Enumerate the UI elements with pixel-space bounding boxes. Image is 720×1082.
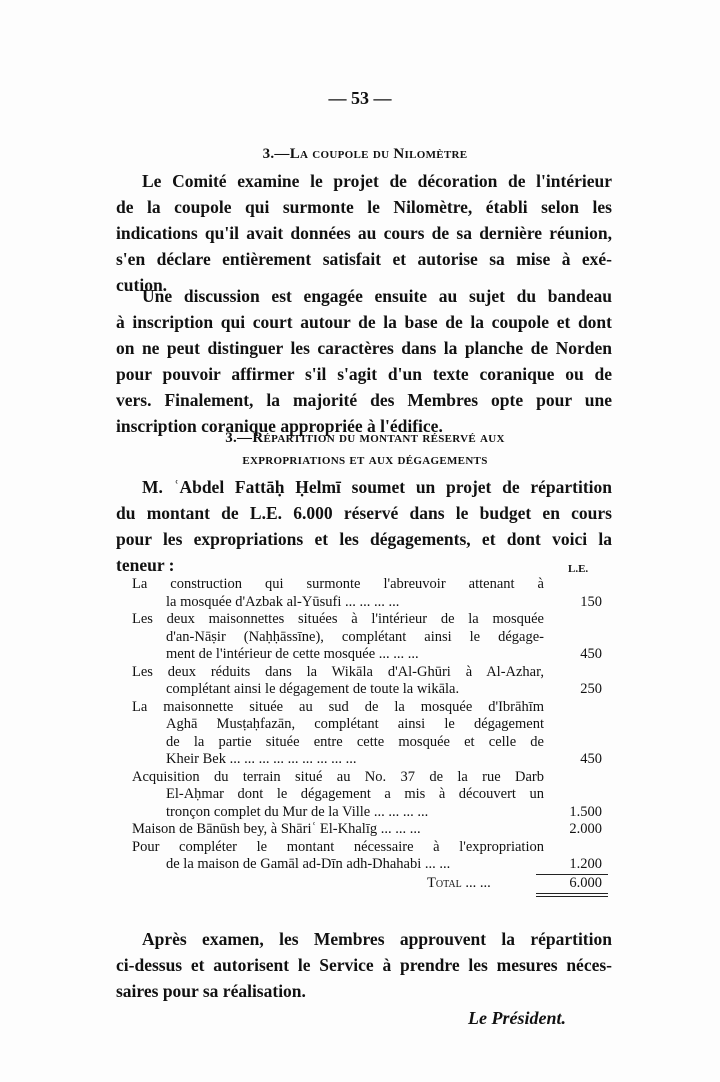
item-text: de la partie située entre cette mosquée et celle de (166, 733, 544, 750)
text-line: Une discussion est engagée ensuite au sujet du bandeau (142, 286, 612, 306)
total-double-rule-2 (536, 896, 608, 897)
text-line: inscription coranique appropriée à l'édifice. (116, 416, 443, 436)
text-line: de la coupole qui surmonte le Nilomètre, établi selon les (116, 197, 612, 217)
total-double-rule (536, 893, 608, 894)
allocation-item (132, 664, 612, 699)
item-amount: 1.500 (569, 803, 602, 820)
text-line: du montant de L.E. 6.000 réservé dans le budget en cours (116, 503, 612, 523)
currency-header: L.E. (568, 563, 589, 575)
item-text: tronçon complet du Mur de la Ville ... ... ... ... (166, 803, 429, 820)
section1-heading: 3.—La coupole du Nilomètre (262, 146, 468, 162)
item-amount: 450 (580, 646, 602, 662)
item-line (132, 716, 612, 734)
section2-heading-line2: expropriations et aux dégagements (242, 452, 488, 468)
item-line (132, 769, 612, 787)
item-line (132, 611, 612, 629)
allocation-item (132, 839, 612, 874)
text-line: Après examen, les Membres approuvent la répartition (142, 929, 612, 949)
total-amount: 6.000 (569, 874, 602, 891)
section1-paragraph-2 (116, 283, 612, 439)
item-text: Maison de Bānūsh bey, à Shāriʿ El-Khalīg ... ... ... (132, 821, 421, 837)
text-line: à inscription qui court autour de la base de la coupole et dont (116, 312, 612, 332)
item-amount: 1.200 (569, 856, 602, 872)
conclusion-paragraph (116, 926, 612, 1004)
item-text: d'an-Nāṣir (Naḥḥāssīne), complétant ainsi le dégage- (166, 628, 544, 645)
signature: Le Président. (468, 1008, 566, 1028)
item-text: Les deux maisonnettes situées à l'intérieur de la mosquée (132, 611, 544, 627)
item-text: Pour compléter le montant nécessaire à l'expropriation (132, 838, 544, 855)
item-line (132, 699, 612, 717)
item-line (132, 821, 612, 839)
text-line: pour pouvoir affirmer s'il s'agit d'un texte coranique ou de (116, 364, 612, 384)
item-text: ment de l'intérieur de cette mosquée ... ... ... (166, 646, 419, 662)
allocation-item (132, 769, 612, 822)
total-row (132, 874, 612, 894)
item-amount: 2.000 (569, 821, 602, 837)
text-line: saires pour sa réalisation. (116, 981, 306, 1001)
text-line: teneur : (116, 555, 175, 575)
section2-intro (116, 474, 612, 578)
text-line: vers. Finalement, la majorité des Membres opte pour une (116, 390, 612, 410)
total-label: Total ... ... (427, 874, 491, 891)
item-text: complétant ainsi le dégagement de toute la wikāla. (166, 681, 460, 697)
item-text: Les deux réduits dans la Wikāla d'Al-Ghūri à Al-Azhar, (132, 663, 544, 680)
allocation-item (132, 611, 612, 664)
item-line (132, 856, 612, 874)
item-line (132, 576, 612, 594)
text-line: s'en déclare entièrement satisfait et autorise sa mise à exé- (116, 249, 612, 269)
text-line: pour les expropriations et les dégagements, et dont voici la (116, 529, 612, 549)
item-line (132, 734, 612, 752)
item-amount: 450 (580, 751, 602, 767)
text-line: ci-dessus et autorisent le Service à prendre les mesures néces- (116, 955, 612, 975)
item-line (132, 629, 612, 647)
allocation-item (132, 576, 612, 611)
item-amount: 250 (580, 681, 602, 697)
text-line: on ne peut distinguer les caractères dans la planche de Norden (116, 338, 612, 358)
text-line: cution. (116, 275, 168, 295)
item-text: la mosquée d'Azbak al-Yūsufi ... ... ... ... (166, 593, 400, 610)
text-line: indications qu'il avait données au cours de sa dernière réunion, (116, 223, 612, 243)
item-text: Acquisition du terrain situé au No. 37 de la rue Darb (132, 768, 544, 785)
page-number: — 53 — (328, 88, 392, 108)
item-line (132, 646, 612, 664)
item-line (132, 804, 612, 822)
section2-heading-line1: 3.—Répartition du montant réservé aux (225, 430, 505, 446)
allocation-item (132, 821, 612, 839)
item-line (132, 681, 612, 699)
item-amount: 150 (580, 593, 602, 610)
item-line (132, 594, 612, 612)
item-text: La maisonnette située au sud de la mosquée d'Ibrāhīm (132, 698, 544, 715)
item-line (132, 786, 612, 804)
item-text: Kheir Bek ... ... ... ... ... ... ... ... ... (166, 751, 357, 767)
text-line: Le Comité examine le projet de décoration de l'intérieur (142, 171, 612, 191)
item-text: La construction qui surmonte l'abreuvoir attenant à (132, 576, 544, 592)
item-line (132, 664, 612, 682)
allocation-table (132, 576, 612, 894)
allocation-item (132, 699, 612, 769)
item-text: El-Aḥmar dont le dégagement a mis à découvert un (166, 786, 544, 802)
text-line: M. ʿAbdel Fattāḥ Ḥelmī soumet un projet de répartition (142, 477, 612, 497)
item-line (132, 839, 612, 857)
item-text: de la maison de Gamāl ad-Dīn adh-Dhahabi ... ... (166, 856, 451, 872)
item-text: Aghā Musṭaḥfazān, complétant ainsi le dégagement (166, 716, 544, 732)
section1-paragraph-1 (116, 168, 612, 298)
item-line (132, 751, 612, 769)
